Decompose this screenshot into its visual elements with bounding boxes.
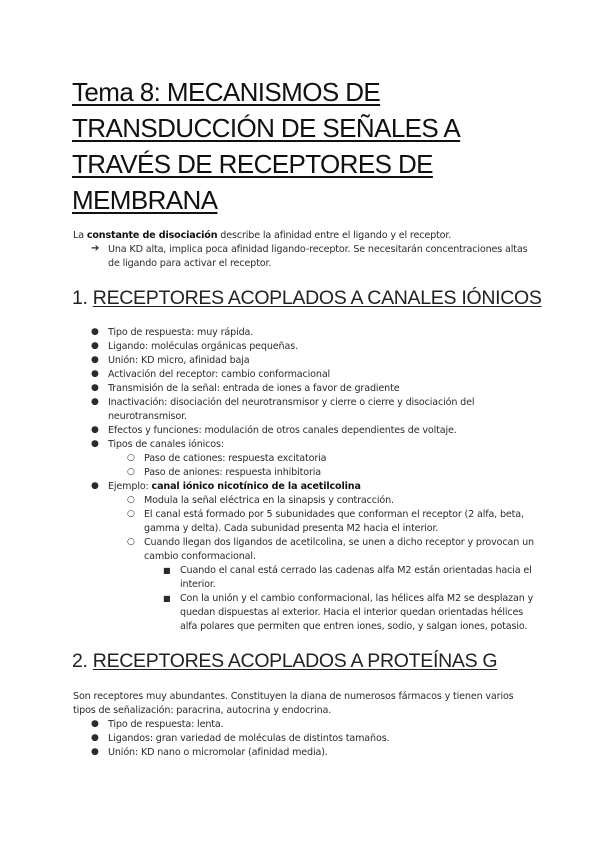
nested-list-item-continuation: quedan dispuestas al exterior. Hacia el interior quedan orientadas hélices — [180, 607, 524, 618]
list-item: Ligando: moléculas orgánicas pequeñas. — [108, 341, 298, 352]
bullet-icon: ● — [91, 327, 99, 337]
bullet-icon: ● — [91, 719, 99, 729]
section-number: 1. — [72, 287, 93, 309]
nested-list-item: Con la unión y el cambio conformacional, las hélices alfa M2 se desplazan y — [180, 593, 534, 604]
title-line: MEMBRANA — [72, 185, 218, 215]
section2-intro-line: Son receptores muy abundantes. Constituyen la diana de numerosos fármacos y tienen varios — [73, 691, 514, 702]
list-item: Efectos y funciones: modulación de otros canales dependientes de voltaje. — [108, 425, 457, 436]
intro-suffix: describe la afinidad entre el ligando y el receptor. — [217, 230, 452, 241]
list-item: Tipo de respuesta: muy rápida. — [108, 327, 254, 338]
title-line: Tema 8: MECANISMOS DE — [72, 77, 381, 107]
circle-bullet-icon: ○ — [127, 537, 135, 547]
circle-bullet-icon: ○ — [127, 467, 135, 477]
list-item-example — [108, 480, 361, 494]
section-title: RECEPTORES ACOPLADOS A PROTEÍNAS G — [92, 650, 498, 672]
sub-list-item: Cuando llegan dos ligandos de acetilcolina, se unen a dicho receptor y provocan un — [144, 537, 534, 548]
example-bold-term: canal iónico nicotínico de la acetilcolina — [151, 481, 361, 492]
sub-list-item-continuation: gamma y delta). Cada subunidad presenta M2 hacia el interior. — [144, 523, 439, 534]
bullet-icon: ● — [91, 397, 99, 407]
intro-prefix: La — [73, 230, 87, 241]
intro-paragraph — [73, 229, 451, 243]
bullet-icon: ● — [91, 747, 99, 757]
intro-arrow-line: de ligando para activar el receptor. — [108, 258, 272, 269]
sub-list-item: Modula la señal eléctrica en la sinapsis y contracción. — [144, 495, 394, 506]
list-item: Ligandos: gran variedad de moléculas de distintos tamaños. — [108, 733, 390, 744]
bullet-icon: ● — [91, 383, 99, 393]
list-item: Unión: KD nano o micromolar (afinidad media). — [108, 747, 328, 758]
section-title: RECEPTORES ACOPLADOS A CANALES IÓNICOS — [92, 287, 542, 309]
circle-bullet-icon: ○ — [127, 495, 135, 505]
page-title — [72, 74, 542, 218]
sub-list-item: Paso de cationes: respuesta excitatoria — [144, 453, 327, 464]
circle-bullet-icon: ○ — [127, 453, 135, 463]
intro-bold-term: constante de disociación — [86, 230, 218, 241]
bullet-icon: ● — [91, 341, 99, 351]
circle-bullet-icon: ○ — [127, 509, 135, 519]
sub-list-item-continuation: cambio conformacional. — [144, 551, 256, 562]
sub-list-item: Paso de aniones: respuesta inhibitoria — [144, 467, 322, 478]
bullet-icon: ● — [91, 481, 99, 491]
bullet-icon: ● — [91, 355, 99, 365]
section-heading — [72, 286, 542, 310]
nested-list-item-continuation: interior. — [180, 579, 216, 590]
square-bullet-icon: ■ — [163, 566, 171, 575]
sub-list-item: El canal está formado por 5 subunidades que conforman el receptor (2 alfa, beta, — [144, 509, 524, 520]
example-prefix: Ejemplo: — [108, 481, 152, 492]
bullet-icon: ● — [91, 439, 99, 449]
section2-intro-line: tipos de señalización: paracrina, autocrina y endocrina. — [73, 705, 332, 716]
list-item-continuation: neurotransmisor. — [108, 411, 187, 422]
list-item: Tipo de respuesta: lenta. — [108, 719, 224, 730]
bullet-icon: ● — [91, 425, 99, 435]
list-item: Transmisión de la señal: entrada de iones a favor de gradiente — [108, 383, 400, 394]
nested-list-item: Cuando el canal está cerrado las cadenas alfa M2 están orientadas hacia el — [180, 565, 532, 576]
intro-arrow-line: Una KD alta, implica poca afinidad ligando-receptor. Se necesitarán concentraciones altas — [108, 244, 528, 255]
arrow-icon: ➔ — [91, 243, 100, 254]
title-line: TRANSDUCCIÓN DE SEÑALES A — [72, 113, 461, 143]
list-item: Tipos de canales iónicos: — [108, 439, 224, 450]
list-item: Inactivación: disociación del neurotransmisor y cierre o cierre y disociación del — [108, 397, 475, 408]
list-item: Unión: KD micro, afinidad baja — [108, 355, 250, 366]
square-bullet-icon: ■ — [163, 594, 171, 603]
bullet-icon: ● — [91, 369, 99, 379]
section-heading — [72, 649, 497, 673]
list-item: Activación del receptor: cambio conformacional — [108, 369, 331, 380]
bullet-icon: ● — [91, 733, 99, 743]
nested-list-item-continuation: alfa polares que permiten que entren iones, sodio, y salgan iones, potasio. — [180, 621, 528, 632]
title-line: TRAVÉS DE RECEPTORES DE — [72, 149, 433, 179]
section-number: 2. — [72, 650, 93, 672]
